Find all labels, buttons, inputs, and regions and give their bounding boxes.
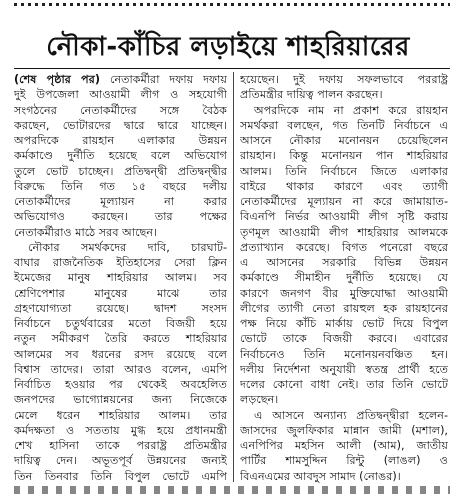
paragraph-line: ভোটে তাকে বিজয়ী করবে। এবারের xyxy=(240,332,448,346)
paragraph-line: বিরুদ্ধে তিনি গত ১৫ বছরে দলীয় xyxy=(14,179,227,193)
headline: নৌকা-কাঁচির লড়াইয়ে শাহরিয়ারের xyxy=(46,32,410,62)
headline-rule xyxy=(14,68,450,69)
paragraph-line: লড়ছেন। xyxy=(240,393,279,407)
paragraph-line: এনপিপির মহসিন আলী (আম), জাতীয় xyxy=(240,439,448,452)
paragraph-line: তৃণমূল আওয়ামী লীগ শাহরিয়ার আলমকে xyxy=(240,225,448,239)
paragraph-line: দলীয় নির্দেশনা অনুযায়ী স্বতন্ত্র প্রার্থী হতে xyxy=(240,362,448,376)
paragraph-line: তিন তিনবার তিনি বিপুল ভোটে এমপি xyxy=(14,469,227,483)
paragraph-line: এ আসনে অন্যান্য প্রতিদ্বন্দ্বীরা হলেন- xyxy=(254,408,448,422)
paragraph-line: করছেন, ভোটারদের দ্বারে দ্বারে যাচ্ছেন। xyxy=(14,118,227,132)
top-dotted-rule xyxy=(14,3,450,6)
paragraph-line xyxy=(14,72,227,87)
paragraph-line: মেলে ধরেন শাহরিয়ার আলম। তার xyxy=(14,408,227,422)
paragraph-line: অপরদিকে নাম না প্রকাশ করে রায়হান xyxy=(254,103,448,117)
paragraph-line: ইমেজের মানুষ শাহরিয়ার আলম। সব xyxy=(14,271,227,285)
paragraph-line: কর্মদক্ষতা ও সততায় মুগ্ধ হয়ে প্রধানমন্ত্রী xyxy=(14,423,227,437)
paragraph-line: আলমের সব ধরনের রসদ রয়েছে বলে xyxy=(14,347,227,361)
paragraph-line: তুলে ভোট চাচ্ছেন। প্রতিদ্বন্দ্বী প্রতিদ্বন্দ্বীর xyxy=(14,164,227,178)
paragraph-line: নৌকার সমর্থকদের দাবি, চারঘাট- xyxy=(28,240,227,254)
paragraph-line: শেখ হাসিনা তাকে পররাষ্ট্র প্রতিমন্ত্রীর xyxy=(14,439,227,452)
paragraph-line: নির্বাচনে চতুর্থবারের মতো বিজয়ী হয়ে xyxy=(14,317,227,330)
column-divider xyxy=(233,72,234,482)
paragraph-line: শ্রেণিপেশার মানুষের মাঝে তার xyxy=(14,286,227,300)
paragraph-line-text: নেতাকর্মীরা দফায় দফায় xyxy=(100,73,227,86)
paragraph-line: নেতাকর্মীদের মূল্যায়ন না করে জামায়াত- xyxy=(240,195,448,208)
paragraph-line: প্রত্যাখ্যান করেছে। বিগত পনেরো বছরে xyxy=(240,240,448,254)
paragraph-line: এ আসনের সরকারি বিভিন্ন উন্নয়ন xyxy=(240,256,448,269)
paragraph-line: বিএনপি নির্ভর আওয়ামী লীগ সৃষ্টি করায় xyxy=(240,210,448,224)
paragraph-line: জনপদের ভাগ্যোন্নয়নের জন্য নিজেকে xyxy=(14,393,227,407)
paragraph-line: আসনে নৌকার মনোনয়ন চেয়েছিলেন xyxy=(240,134,448,147)
paragraph-line: নেতাকর্মীরাও মাঠে সরব আছেন। xyxy=(14,225,158,239)
paragraph-line: পক্ষ নিয়ে কাঁচি মার্কায় ভোট দিয়ে বিপুল xyxy=(240,317,448,330)
paragraph-line: নেতাকর্মীদের মূল্যায়ন না করার xyxy=(14,195,227,208)
paragraph-line: কারণে জনগণ বীর মুক্তিযোদ্ধা আওয়ামী xyxy=(240,286,448,300)
paragraph-line: আলম। তিনি নির্বাচনে জিতে এলাকার xyxy=(240,164,448,178)
paragraph-line: বিশ্বাস তাদের। তারা আরও বলেন, এমপি xyxy=(14,362,227,376)
paragraph-line: লীগের ত্যাগী নেতা রায়হুল হক রায়হানের xyxy=(240,301,448,315)
continuation-marker: (শেষ পৃষ্ঠার পর) xyxy=(14,73,101,86)
paragraph-line: জাসদের জুলফিকার মান্নান জামী (মশাল), xyxy=(240,423,448,437)
article-column-right xyxy=(240,72,448,484)
paragraph-line: কর্মকাণ্ডে সীমাহীন দুর্নীতি হয়েছে। যে xyxy=(240,271,448,285)
paragraph-line: পার্টির শামসুদ্দিন রিন্টু (লাঙল) ও xyxy=(240,454,448,468)
paragraph-line: নির্বাচিত হওয়ার পর থেকেই অবহেলিত xyxy=(14,378,227,391)
paragraph-line: অপরদিকে রায়হান এলাকার উন্নয়ন xyxy=(14,134,227,147)
paragraph-line: গ্রহণযোগ্যতা রয়েছে। দ্বাদশ সংসদ xyxy=(14,301,227,315)
paragraph-line: বাইরে থাকার কারণে এবং ত্যাগী xyxy=(240,179,448,193)
paragraph-line: রায়হান। কিন্তু মনোনয়ন পান শাহরিয়ার xyxy=(240,149,448,163)
article-column-left xyxy=(14,72,227,484)
paragraph-line: সমর্থকরা বলছেন, গত তিনটি নির্বাচনে এ xyxy=(240,118,448,132)
cropped-next-headline xyxy=(14,486,450,494)
paragraph-line: সংগঠনের নেতাকর্মীদের সঙ্গে বৈঠক xyxy=(14,103,227,117)
paragraph-line: কর্মকাণ্ডে দুর্নীতি হয়েছে বলে অভিযোগ xyxy=(14,149,227,163)
paragraph-line: নির্বাচনেও তিনি মনোনয়নবঞ্চিত হন। xyxy=(240,347,448,361)
paragraph-line: অভিযোগও করছেন। তার পক্ষের xyxy=(14,210,227,224)
paragraph-line: প্রতিমন্ত্রীর দায়িত্ব পালন করছেন। xyxy=(240,88,383,102)
paragraph-line: দুই উপজেলা আওয়ামী লীগ ও সহযোগী xyxy=(14,88,227,102)
paragraph-line: দলের কোনো বাধা নেই। তার তিনি ভোটে xyxy=(240,378,448,391)
paragraph-line: নতুন সমীকরণ তৈরি করতে শাহরিয়ার xyxy=(14,332,227,346)
paragraph-line: দায়িত্ব দেন। অভূতপূর্ব উন্নয়নের জন্যই xyxy=(14,454,227,468)
paragraph-line: বিএনএমের আবদুস সামাদ (নোঙর)। xyxy=(240,469,401,483)
paragraph-line: বাঘার রাজনৈতিক ইতিহাসের সেরা ক্লিন xyxy=(14,256,227,269)
paragraph-line: হয়েছেন। দুই দফায় সফলভাবে পররাষ্ট্র xyxy=(240,73,448,86)
